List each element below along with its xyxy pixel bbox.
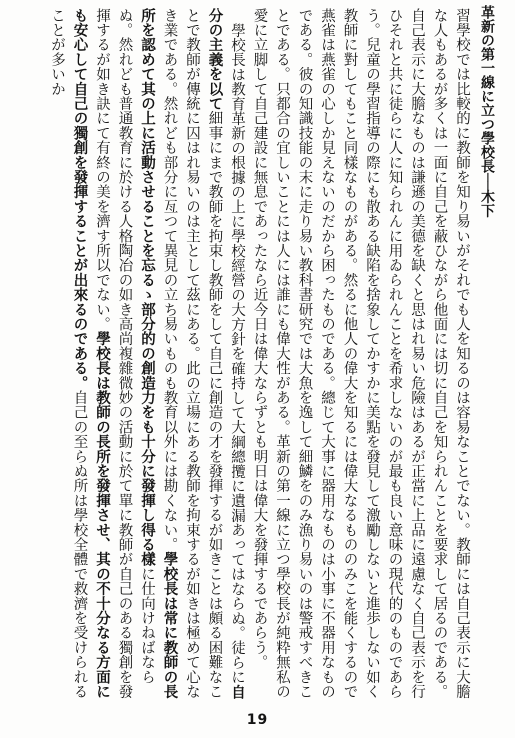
paragraph <box>46 8 249 708</box>
bold-text-run: にも安心して自己の獨創を發揮することが出來るのである。 <box>71 8 111 699</box>
bold-text-run: 自分の主義を以て <box>206 8 246 699</box>
text-run: である。只都合の宜しいことには人には誰にも偉大性がある。革新の第一線に立つ學校長が純粋無私の愛に立脚して自己 <box>251 8 290 699</box>
text-run: 器用なものである。彼の知識技能の末に走り易い教科書研究では大魚を逸して細鱗をのみ漁り易いのは警戒すべきこと <box>274 8 335 699</box>
text-run: もののみこを能くするので燕雀は燕雀の心しか見えないのだから困ったものである。總じて大事に器用なものは小事に不 <box>319 8 358 699</box>
text-run: 建設に無息であったなら近今日は偉大ならずとも明日は偉大を發揮するであらう。 <box>251 125 268 670</box>
bold-text-run: 學校長は常に教師の長所を認めて其の上に活動させることを忘るゝ部分的の創造力をも十分に發揮し得る樣 <box>139 8 179 699</box>
text-run: 學校長は教育革新の根據の上に學校經營の大方針を確持して大綱總攬に遺漏あってはならぬ。徒らに <box>229 22 245 684</box>
page-number: 19 <box>246 712 269 728</box>
text-run: に仕向けねばならぬ。然れども普通教育に於ける人格陶冶の如き高尚複雜微妙の活動に於て單に教師が自己のある獨 <box>116 8 155 685</box>
text-run: 點を發見して激勵しないと進歩しない如く教師に對してもこと同樣なものがある。然るに他人の偉大を知るには偉大なる <box>341 8 380 699</box>
text-run: 創を發揮するが如き訣にて有終の美を濟す所以でない。 <box>94 8 133 699</box>
text-run: くは一面に自己を蔽ひながら他面には切に自己を知られんことを要求して居るのである。自己表示に大膽なものは謙遜の美德を缺くと思はれ易い危險はあるが正當に上品に遠慮なく自己表示を行ひそれと共に徒らに人に知られんに用ゐられん <box>386 8 448 699</box>
text-run: 主として茲にある。此の立場にある教師を拘束するが如きは極めて心なき業である。然れども部分に亙つて異見の立ち易 <box>161 8 200 699</box>
text-run: 細事にまで教師を拘束し教師をして自己に創造の才を發揮するが如きことは頗る困難なことで教師が傳統に囚はれ易いのは <box>184 8 223 699</box>
text-run: 習學校では比較的に教師を知り易いがそれでも人を知るのは容易なことでない。教師には自己表示に大膽な人もあるが多 <box>431 8 470 699</box>
text-run: いものも教育以外には勘くない。 <box>161 331 178 552</box>
text-run: ことを希求しないのが最も良い意味の現代的のものであらう。兒童の學習指導の際にも散ある缺陷を捨象してかすかに美 <box>364 8 403 699</box>
bold-text-run: 學校長は教師の長所を發揮させ、其の不十分なる方面 <box>94 331 111 685</box>
running-header-title: 革新の第一線に立つ學校長──木下 <box>479 5 495 218</box>
text-run: 自己の至らぬ所は學校全體で救濟を受けられることが多いか <box>49 8 88 699</box>
vertical-body-text <box>33 8 473 708</box>
paragraph <box>248 8 473 708</box>
